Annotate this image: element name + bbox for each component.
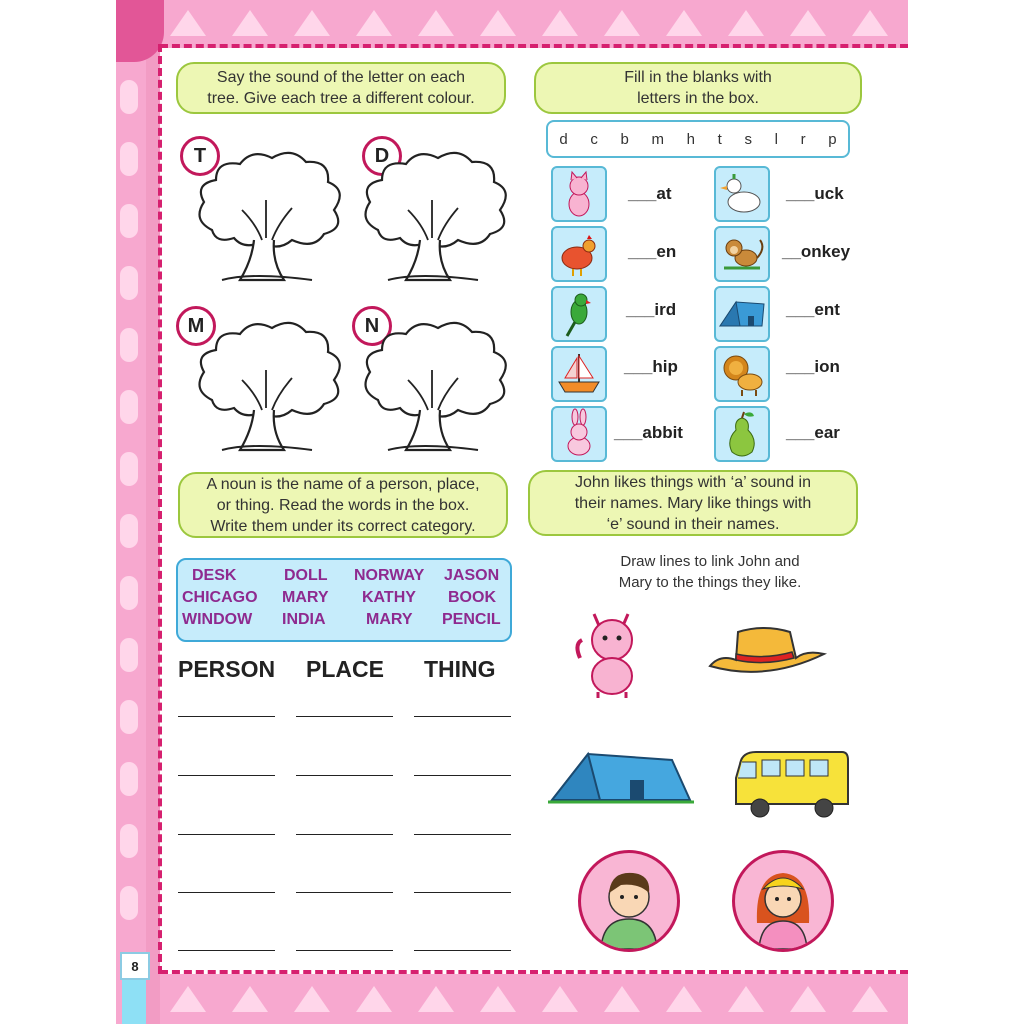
writing-line[interactable] bbox=[178, 775, 275, 776]
frame-triangle bbox=[418, 10, 454, 36]
letter-option: s bbox=[744, 130, 752, 148]
noun-word: NORWAY bbox=[354, 567, 425, 584]
writing-line[interactable] bbox=[414, 775, 511, 776]
letter-circle-n: N bbox=[352, 306, 392, 346]
monkey-icon bbox=[716, 228, 768, 280]
blank-word: ___hip bbox=[624, 357, 678, 376]
pear-picture bbox=[714, 406, 770, 462]
letter-option: b bbox=[620, 130, 629, 148]
duck-icon bbox=[716, 168, 768, 220]
writing-line[interactable] bbox=[296, 892, 393, 893]
writing-line[interactable] bbox=[296, 775, 393, 776]
blank-word: ___ird bbox=[626, 300, 677, 319]
cat-icon bbox=[553, 168, 605, 220]
frame-triangle bbox=[852, 986, 888, 1012]
boy-icon bbox=[581, 853, 677, 949]
noun-word: KATHY bbox=[362, 589, 416, 606]
writing-line[interactable] bbox=[296, 716, 393, 717]
noun-word: INDIA bbox=[282, 611, 326, 628]
tree-image bbox=[348, 310, 518, 460]
frame-dot bbox=[120, 638, 138, 672]
writing-line[interactable] bbox=[178, 892, 275, 893]
frame-triangle bbox=[232, 986, 268, 1012]
letter-option: r bbox=[800, 130, 806, 148]
frame-dot bbox=[120, 328, 138, 362]
duck-picture bbox=[714, 166, 770, 222]
tree-image bbox=[348, 140, 518, 290]
lion-icon bbox=[716, 348, 768, 400]
frame-triangle bbox=[666, 10, 702, 36]
blank-word: __onkey bbox=[782, 242, 851, 261]
noun-word: DOLL bbox=[284, 567, 328, 584]
blank-word: ___en bbox=[628, 242, 677, 261]
rabbit-picture bbox=[551, 406, 607, 462]
dashed-border-bottom bbox=[160, 970, 908, 974]
tree-instruction: Say the sound of the letter on each tree. Give each tree a different colour. bbox=[176, 62, 506, 114]
frame-dot bbox=[120, 390, 138, 424]
tree-image bbox=[182, 310, 352, 460]
writing-line[interactable] bbox=[178, 834, 275, 835]
frame-dot bbox=[120, 266, 138, 300]
frame-dot bbox=[120, 204, 138, 238]
girl-icon bbox=[735, 853, 831, 949]
noun-word: DESK bbox=[192, 567, 237, 584]
category-thing: THING bbox=[424, 656, 496, 682]
writing-line[interactable] bbox=[414, 892, 511, 893]
frame-triangle bbox=[790, 10, 826, 36]
category-place: PLACE bbox=[306, 656, 384, 682]
noun-word: WINDOW bbox=[182, 611, 253, 628]
hen-picture bbox=[551, 226, 607, 282]
link-instruction: John likes things with ‘a’ sound in their names. Mary like things with ‘e’ sound in their names. bbox=[528, 470, 858, 536]
frame-triangle bbox=[604, 986, 640, 1012]
tent-image bbox=[548, 748, 694, 808]
writing-line[interactable] bbox=[178, 716, 275, 717]
writing-line[interactable] bbox=[296, 950, 393, 951]
letter-option: h bbox=[686, 130, 695, 148]
frame-triangle bbox=[604, 10, 640, 36]
lion-picture bbox=[714, 346, 770, 402]
noun-word: CHICAGO bbox=[182, 589, 258, 606]
frame-triangle bbox=[728, 986, 764, 1012]
frame-triangle bbox=[294, 10, 330, 36]
word-box bbox=[176, 558, 512, 642]
monkey-picture bbox=[714, 226, 770, 282]
parrot-icon bbox=[553, 288, 605, 340]
frame-triangle bbox=[294, 986, 330, 1012]
frame-dot bbox=[120, 142, 138, 176]
blue-tab bbox=[122, 976, 146, 1024]
letter-circle-d: D bbox=[362, 136, 402, 176]
tent-icon bbox=[716, 288, 768, 340]
frame-triangle bbox=[790, 986, 826, 1012]
frame-triangle bbox=[666, 986, 702, 1012]
ship-icon bbox=[553, 348, 605, 400]
frame-triangle bbox=[356, 10, 392, 36]
ship-picture bbox=[551, 346, 607, 402]
writing-line[interactable] bbox=[414, 716, 511, 717]
letter-option: c bbox=[590, 130, 598, 148]
hat-image bbox=[706, 624, 828, 684]
blank-word: ___abbit bbox=[614, 423, 683, 442]
category-person: PERSON bbox=[178, 656, 276, 682]
frame-dot bbox=[120, 576, 138, 610]
frame-triangle bbox=[728, 10, 764, 36]
frame-triangle bbox=[542, 986, 578, 1012]
letter-option: l bbox=[774, 130, 778, 148]
writing-line[interactable] bbox=[296, 834, 393, 835]
pear-icon bbox=[716, 408, 768, 460]
frame-dot bbox=[120, 452, 138, 486]
letter-option: m bbox=[651, 130, 664, 148]
noun-word: MARY bbox=[366, 611, 413, 628]
blank-word: ___ion bbox=[786, 357, 840, 376]
writing-line[interactable] bbox=[414, 834, 511, 835]
writing-line[interactable] bbox=[178, 950, 275, 951]
letter-option: p bbox=[828, 130, 837, 148]
frame-dot bbox=[120, 762, 138, 796]
frame-triangle bbox=[852, 10, 888, 36]
frame-dot bbox=[120, 700, 138, 734]
frame-dot bbox=[120, 514, 138, 548]
noun-word: PENCIL bbox=[442, 611, 501, 628]
frame-triangle bbox=[356, 986, 392, 1012]
frame-triangle bbox=[480, 10, 516, 36]
letter-option: d bbox=[559, 130, 568, 148]
noun-word: JASON bbox=[444, 567, 500, 584]
dashed-border-left bbox=[158, 44, 162, 974]
bird-picture bbox=[551, 286, 607, 342]
frame-dot bbox=[120, 80, 138, 114]
cat-picture bbox=[551, 166, 607, 222]
noun-word: BOOK bbox=[448, 589, 496, 606]
letter-option: t bbox=[717, 130, 722, 148]
noun-instruction: A noun is the name of a person, place, or thing. Read the words in the box. Write them under its correct category. bbox=[178, 472, 508, 538]
blank-word: ___ear bbox=[786, 423, 840, 442]
frame-triangle bbox=[542, 10, 578, 36]
mary-face bbox=[732, 850, 834, 952]
tent-picture bbox=[714, 286, 770, 342]
frame-triangle bbox=[232, 10, 268, 36]
frame-triangle bbox=[170, 10, 206, 36]
cat-image bbox=[572, 604, 652, 700]
frame-dot bbox=[120, 824, 138, 858]
hen-icon bbox=[553, 228, 605, 280]
frame-dot bbox=[120, 886, 138, 920]
letter-circle-m: M bbox=[176, 306, 216, 346]
tree-image bbox=[182, 140, 352, 290]
draw-lines-instruction: Draw lines to link John and Mary to the things they like. bbox=[618, 553, 802, 591]
blank-word: ___ent bbox=[786, 300, 840, 319]
dashed-border-top bbox=[160, 44, 908, 48]
blank-word: ___uck bbox=[786, 184, 844, 203]
letter-box bbox=[546, 120, 850, 158]
page-number: 8 bbox=[120, 952, 150, 980]
frame-triangle bbox=[480, 986, 516, 1012]
john-face bbox=[578, 850, 680, 952]
rabbit-icon bbox=[553, 408, 605, 460]
writing-line[interactable] bbox=[414, 950, 511, 951]
blank-word: ___at bbox=[628, 184, 672, 203]
bus-image bbox=[732, 748, 850, 822]
noun-word: MARY bbox=[282, 589, 329, 606]
frame-triangle bbox=[418, 986, 454, 1012]
letter-circle-t: T bbox=[180, 136, 220, 176]
blanks-instruction: Fill in the blanks with letters in the box. bbox=[534, 62, 862, 114]
frame-triangle bbox=[170, 986, 206, 1012]
